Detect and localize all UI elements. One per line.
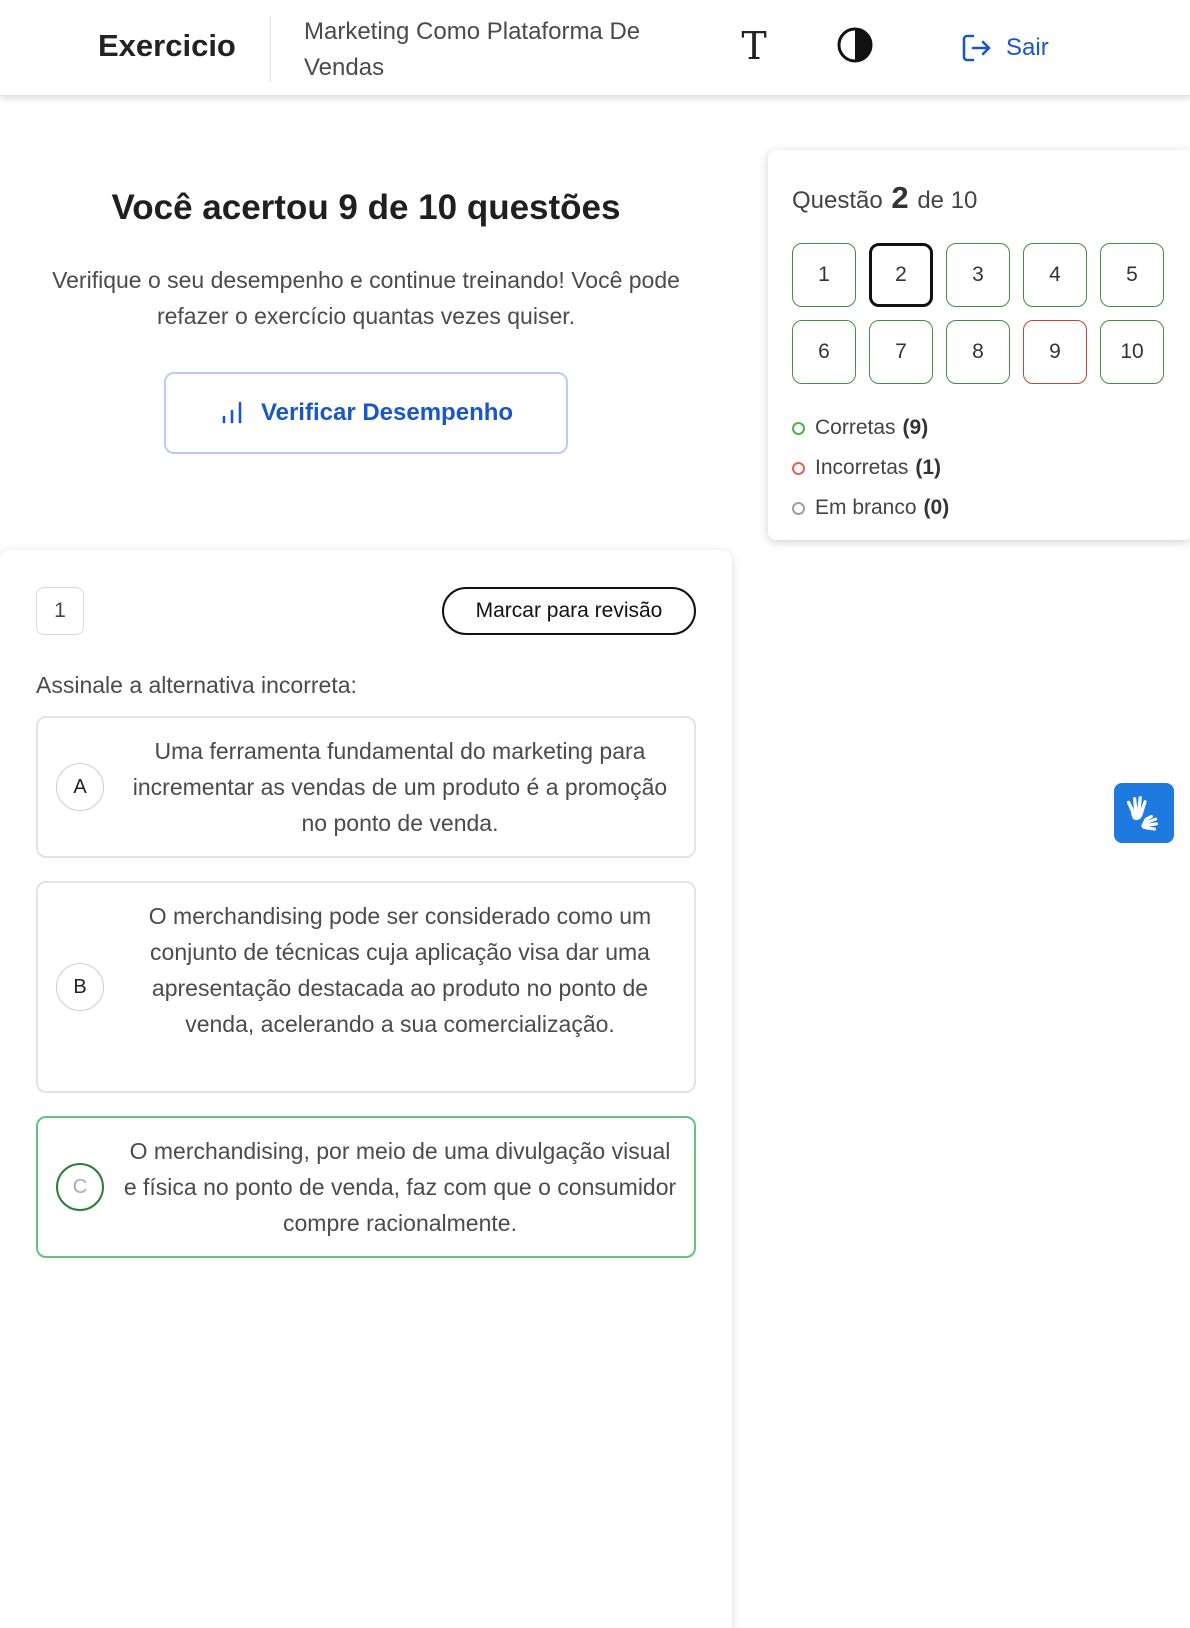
header-divider	[270, 16, 271, 82]
question-number: 1	[36, 587, 84, 635]
question-nav-button[interactable]: 7	[869, 320, 933, 384]
navigator-suffix: de 10	[917, 187, 978, 214]
question-text: Assinale a alternativa incorreta:	[36, 672, 357, 698]
legend-label: Corretas	[815, 416, 896, 439]
answer-option[interactable]	[36, 1116, 696, 1258]
legend-count: (9)	[902, 416, 929, 439]
sign-language-button[interactable]	[1114, 783, 1174, 843]
question-nav-button[interactable]: 5	[1100, 243, 1164, 307]
navigator-prefix: Questão	[792, 187, 883, 214]
question-nav-button[interactable]: 8	[946, 320, 1010, 384]
legend-item	[792, 448, 949, 488]
question-nav-button[interactable]: 1	[792, 243, 856, 307]
contrast-icon	[836, 26, 874, 64]
sign-language-icon	[1123, 792, 1165, 834]
option-letter: A	[56, 763, 104, 811]
brand-title: Exercicio	[98, 28, 236, 63]
check-performance-label: Verificar Desempenho	[260, 399, 514, 426]
option-text: O merchandising pode ser considerado como um conjunto de técnicas cuja aplicação visa dar uma apresentação destacada ao produto no ponto de venda, acelerando a sua comercialização.	[148, 903, 652, 1037]
legend-count: (0)	[923, 496, 950, 519]
option-letter: C	[56, 1163, 104, 1211]
legend-label: Em branco	[815, 496, 917, 519]
result-subtitle: Verifique o seu desempenho e continue treinando! Você pode refazer o exercício quantas vezes quiser.	[52, 267, 680, 329]
course-title: Marketing Como Plataforma De Vendas	[304, 18, 641, 81]
result-title: Você acertou 9 de 10 questões	[111, 188, 621, 227]
legend-label: Incorretas	[815, 456, 909, 479]
answer-option[interactable]	[36, 881, 696, 1093]
legend-count: (1)	[915, 456, 942, 479]
question-nav-button[interactable]: 6	[792, 320, 856, 384]
question-nav-button[interactable]: 9	[1023, 320, 1087, 384]
bar-chart-icon	[219, 400, 245, 426]
legend-item	[792, 408, 949, 448]
option-text: O merchandising, por meio de uma divulgação visual e física no ponto de venda, faz com que o consumidor compre racionalmente.	[123, 1138, 677, 1236]
question-nav-button[interactable]: 10	[1100, 320, 1164, 384]
font-size-button[interactable]: T	[741, 24, 767, 68]
check-performance-button[interactable]	[164, 372, 568, 454]
logout-icon	[960, 31, 994, 65]
answer-option[interactable]	[36, 716, 696, 858]
mark-for-review-button[interactable]: Marcar para revisão	[442, 587, 696, 635]
question-navigator	[768, 150, 1190, 540]
exit-button[interactable]	[960, 30, 1049, 66]
legend-dot-icon	[792, 422, 805, 435]
top-header	[0, 0, 1190, 96]
status-legend	[792, 408, 949, 528]
question-card	[0, 550, 732, 1628]
option-letter: B	[56, 963, 104, 1011]
question-nav-button[interactable]: 4	[1023, 243, 1087, 307]
legend-item	[792, 488, 949, 528]
navigator-heading	[792, 180, 977, 216]
question-nav-button[interactable]: 3	[946, 243, 1010, 307]
legend-dot-icon	[792, 462, 805, 475]
question-nav-button[interactable]: 2	[869, 243, 933, 307]
option-text: Uma ferramenta fundamental do marketing para incrementar as vendas de um produto é a promoção no ponto de venda.	[132, 738, 668, 836]
navigator-current: 2	[891, 180, 909, 215]
legend-dot-icon	[792, 502, 805, 515]
contrast-button[interactable]	[836, 26, 874, 64]
exit-label: Sair	[1006, 34, 1049, 61]
